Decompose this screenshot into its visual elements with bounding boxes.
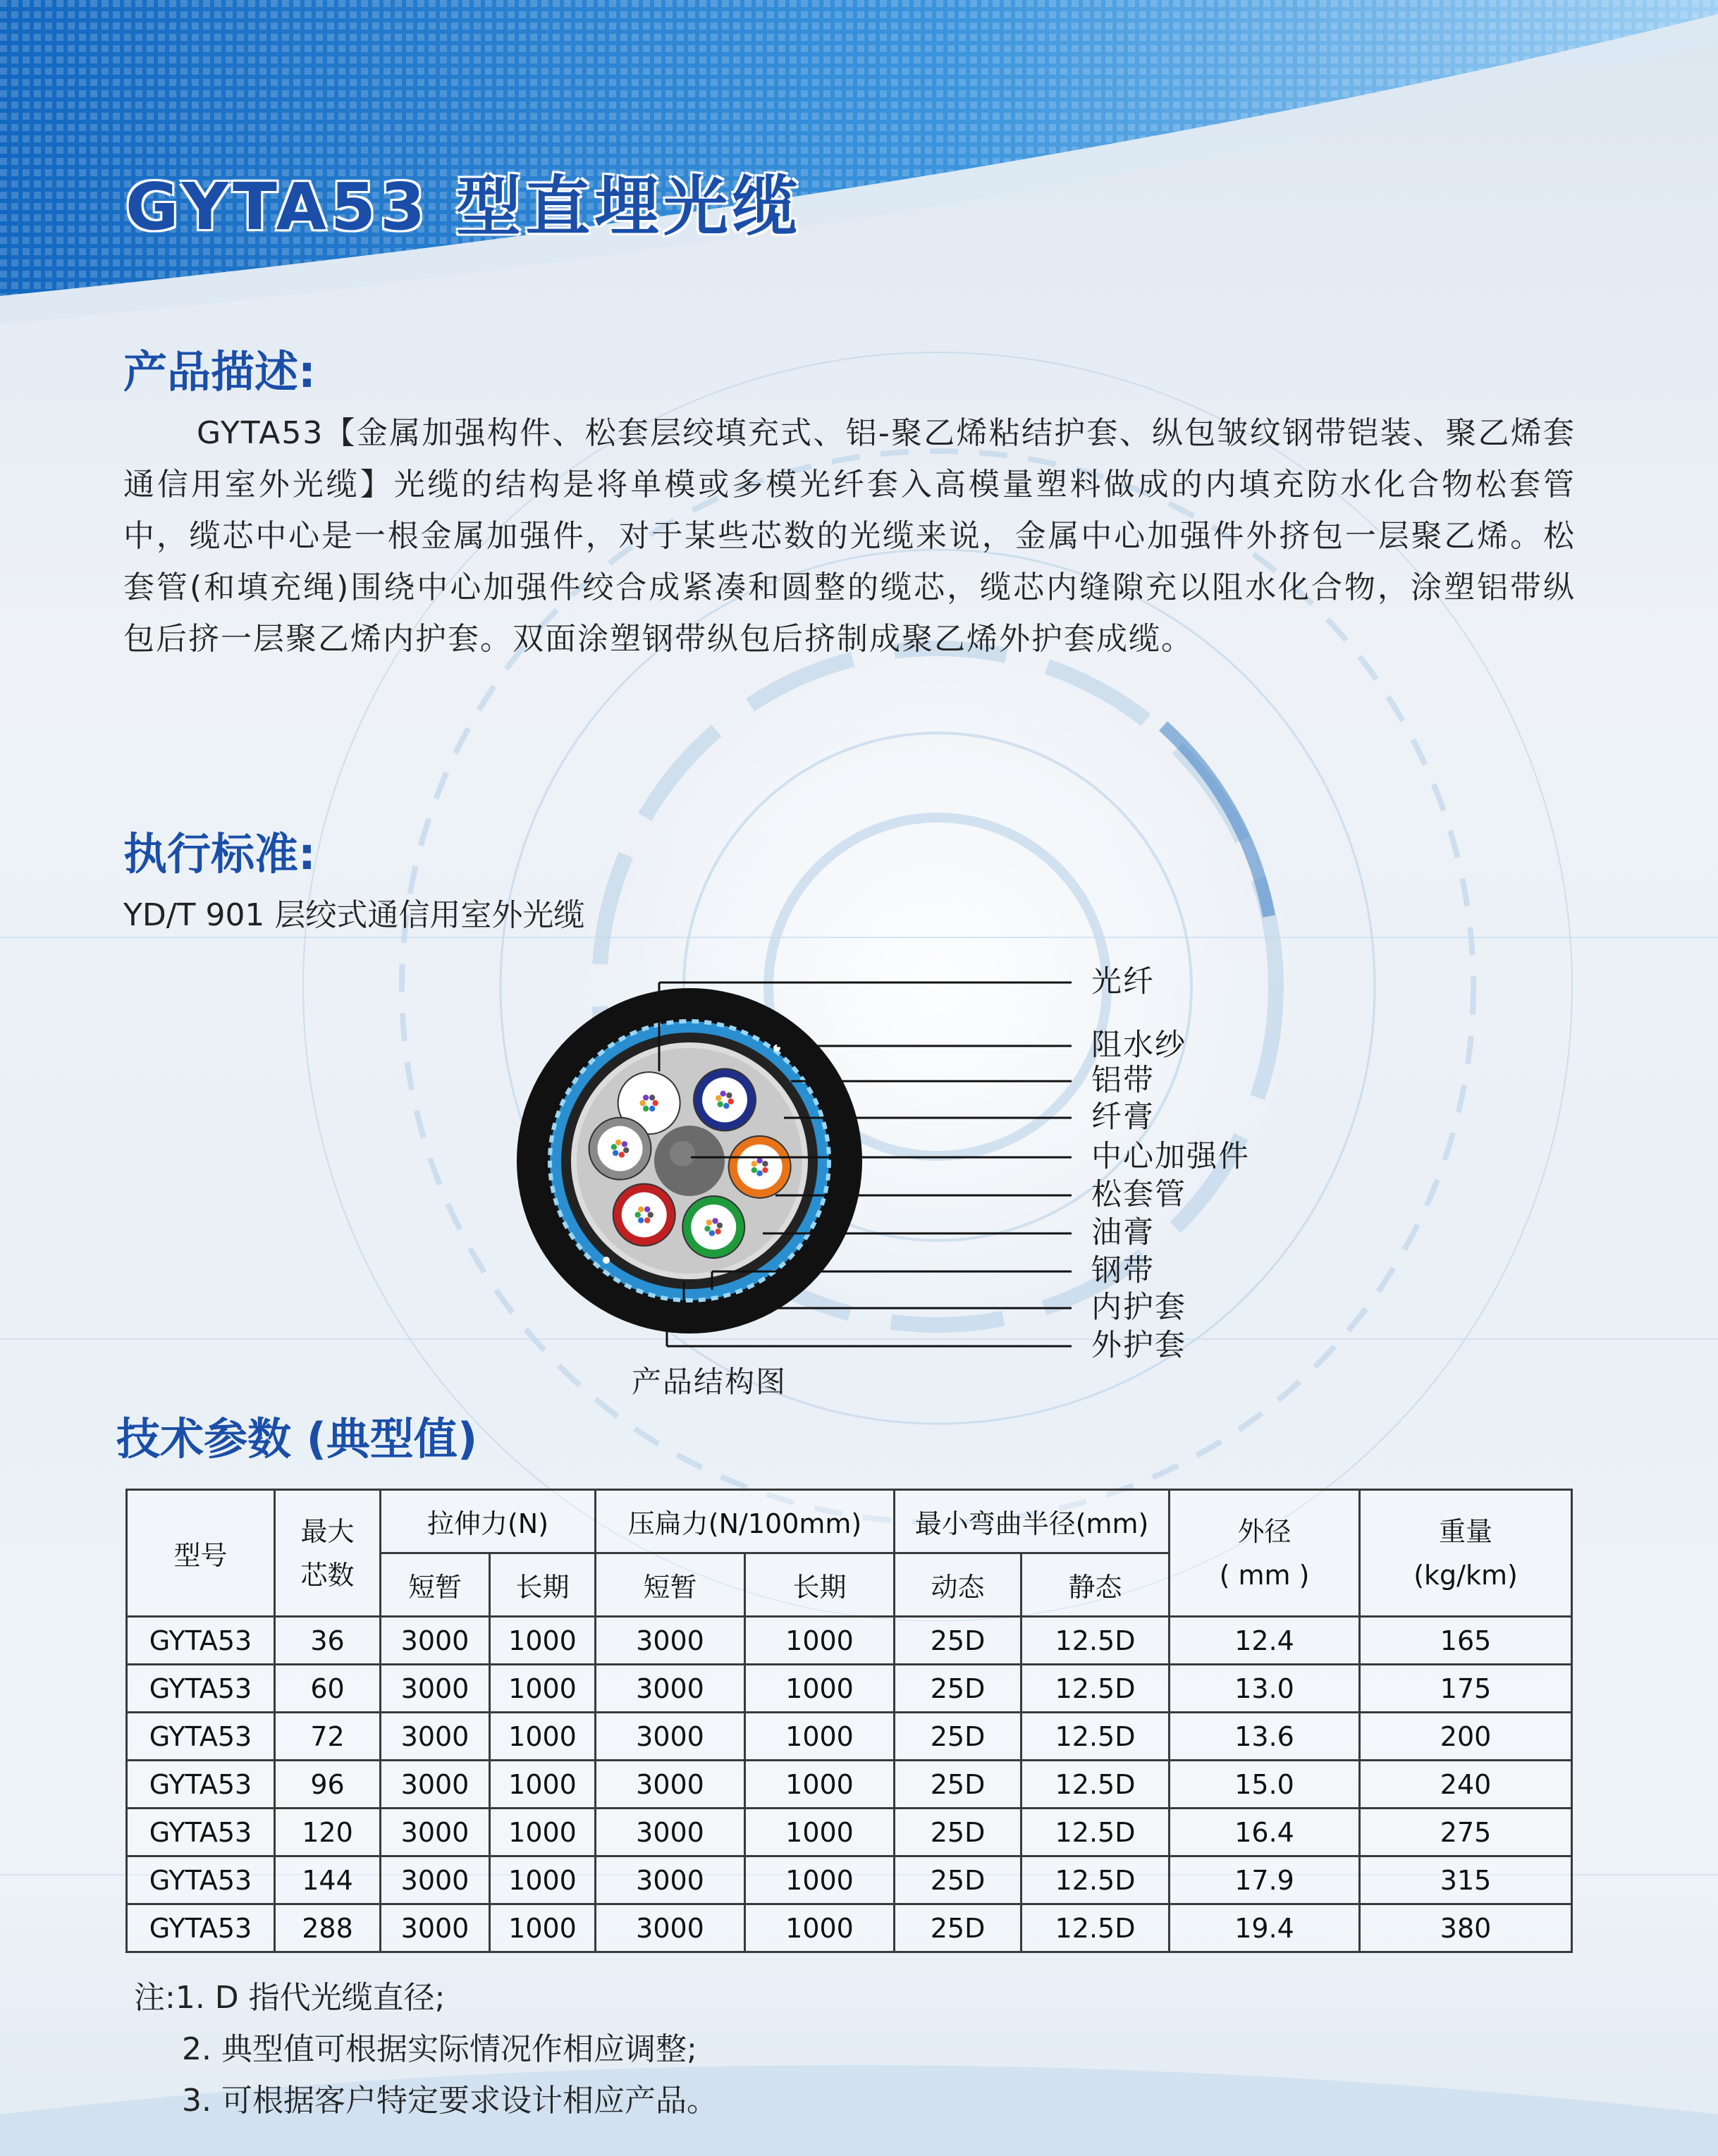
label-fiber: 光纤 <box>1091 964 1155 999</box>
table-cell: 1000 <box>490 1856 596 1904</box>
note-2: 2. 典型值可根据实际情况作相应调整; <box>182 2031 697 2067</box>
table-cell: 3000 <box>596 1617 745 1665</box>
label-filling-compound: 油膏 <box>1091 1215 1155 1250</box>
optical-fiber <box>615 1140 621 1145</box>
optical-fiber <box>648 1212 654 1217</box>
table-cell: 25D <box>895 1713 1021 1761</box>
table-cell: 16.4 <box>1170 1809 1360 1856</box>
table-cell: 12.5D <box>1021 1904 1170 1952</box>
table-cell: GYTA53 <box>127 1809 275 1856</box>
optical-fiber <box>623 1147 629 1153</box>
table-cell: 275 <box>1360 1809 1572 1856</box>
header-tensile-long: 长期 <box>490 1553 596 1617</box>
header-bend-radius: 最小弯曲半径(mm) <box>895 1490 1170 1553</box>
table-cell: 25D <box>895 1856 1021 1904</box>
table-row <box>127 1904 1572 1952</box>
table-row <box>127 1665 1572 1713</box>
optical-fiber <box>762 1161 768 1166</box>
table-cell: 1000 <box>490 1617 596 1665</box>
header-weight: 重量 (kg/km) <box>1360 1490 1572 1617</box>
label-fiber-gel: 纤膏 <box>1091 1099 1155 1135</box>
table-cell: 25D <box>895 1904 1021 1952</box>
optical-fiber <box>622 1141 627 1147</box>
optical-fiber <box>644 1217 650 1223</box>
table-row <box>127 1617 1572 1665</box>
table-cell: 1000 <box>490 1904 596 1952</box>
table-cell: 288 <box>275 1904 381 1952</box>
header-tensile-short: 短暂 <box>381 1553 490 1617</box>
table-cell: 36 <box>275 1617 381 1665</box>
table-cell: 240 <box>1360 1761 1572 1809</box>
optical-fiber <box>751 1167 757 1173</box>
table-cell: 15.0 <box>1170 1761 1360 1809</box>
optical-fiber <box>649 1095 655 1100</box>
label-outer-sheath: 外护套 <box>1091 1328 1186 1363</box>
description-heading: 产品描述: <box>123 346 316 398</box>
table-cell: 19.4 <box>1170 1904 1360 1952</box>
table-cell: 3000 <box>596 1809 745 1856</box>
header-crush: 压扁力(N/100mm) <box>596 1490 895 1553</box>
table-cell: GYTA53 <box>127 1856 275 1904</box>
header-model: 型号 <box>127 1490 275 1617</box>
optical-fiber <box>643 1095 649 1100</box>
optical-fiber <box>638 1217 644 1223</box>
table-cell: 315 <box>1360 1856 1572 1904</box>
table-cell: 17.9 <box>1170 1856 1360 1904</box>
table-cell: 3000 <box>596 1665 745 1713</box>
table-cell: 3000 <box>381 1665 490 1713</box>
table-cell: GYTA53 <box>127 1713 275 1761</box>
table-cell: 25D <box>895 1665 1021 1713</box>
optical-fiber <box>723 1103 729 1109</box>
spec-table <box>125 1489 1573 1953</box>
table-cell: 12.5D <box>1021 1761 1170 1809</box>
table-cell: 3000 <box>596 1856 745 1904</box>
tube-gel <box>702 1077 747 1122</box>
table-cell: 3000 <box>381 1904 490 1952</box>
label-steel-tape: 钢带 <box>1091 1253 1155 1288</box>
page-title: GYTA53 型直埋光缆 <box>125 169 802 245</box>
table-cell: 1000 <box>745 1617 895 1665</box>
optical-fiber <box>613 1150 618 1156</box>
table-cell: 380 <box>1360 1904 1572 1952</box>
cable-structure-diagram <box>508 959 1297 1410</box>
header-crush-short: 短暂 <box>596 1553 745 1617</box>
optical-fiber <box>762 1167 768 1173</box>
standard-text: YD/T 901 层绞式通信用室外光缆 <box>123 897 585 933</box>
optical-fiber <box>619 1152 625 1157</box>
table-row <box>127 1856 1572 1904</box>
optical-fiber <box>644 1207 650 1212</box>
optical-fiber <box>756 1158 762 1164</box>
table-row <box>127 1809 1572 1856</box>
label-loose-tube: 松套管 <box>1091 1177 1186 1212</box>
optical-fiber <box>716 1095 721 1101</box>
table-cell: 3000 <box>381 1713 490 1761</box>
header-bend-static: 静态 <box>1021 1553 1170 1617</box>
table-cell: 1000 <box>745 1809 895 1856</box>
optical-fiber <box>611 1144 617 1150</box>
table-cell: 165 <box>1360 1617 1572 1665</box>
table-cell: 1000 <box>490 1761 596 1809</box>
optical-fiber <box>652 1100 658 1106</box>
table-cell: 25D <box>895 1617 1021 1665</box>
table-cell: 12.5D <box>1021 1809 1170 1856</box>
table-cell: 3000 <box>381 1856 490 1904</box>
table-cell: 3000 <box>381 1809 490 1856</box>
optical-fiber <box>635 1212 641 1217</box>
optical-fiber <box>649 1106 655 1111</box>
label-central-strength-member: 中心加强件 <box>1091 1139 1250 1174</box>
tube-gel <box>598 1126 643 1171</box>
optical-fiber <box>639 1100 645 1106</box>
table-cell: 120 <box>275 1809 381 1856</box>
tube-gel <box>627 1080 672 1126</box>
table-cell: 12.4 <box>1170 1617 1360 1665</box>
water-blocking-yarn <box>603 1257 610 1264</box>
table-cell: 1000 <box>490 1665 596 1713</box>
table-cell: 1000 <box>745 1713 895 1761</box>
note-3: 3. 可根据客户特定要求设计相应产品。 <box>182 2083 718 2119</box>
optical-fiber <box>715 1228 720 1234</box>
table-cell: 1000 <box>490 1713 596 1761</box>
table-cell: GYTA53 <box>127 1761 275 1809</box>
optical-fiber <box>717 1102 723 1107</box>
table-cell: 3000 <box>596 1904 745 1952</box>
tube-gel <box>691 1205 736 1250</box>
label-water-blocking-yarn: 阻水纱 <box>1091 1028 1186 1063</box>
table-cell: 60 <box>275 1665 381 1713</box>
diagram-caption: 产品结构图 <box>632 1365 787 1399</box>
header-max-cores: 最大 芯数 <box>275 1490 381 1617</box>
table-cell: 25D <box>895 1809 1021 1856</box>
optical-fiber <box>709 1230 715 1236</box>
table-cell: 3000 <box>381 1761 490 1809</box>
label-inner-sheath: 内护套 <box>1091 1290 1186 1325</box>
note-1: 注:1. D 指代光缆直径; <box>134 1980 446 2016</box>
table-cell: GYTA53 <box>127 1665 275 1713</box>
notes <box>134 1972 718 2126</box>
table-cell: 3000 <box>596 1761 745 1809</box>
optical-fiber <box>704 1226 710 1231</box>
optical-fiber <box>638 1207 644 1212</box>
table-cell: 175 <box>1360 1665 1572 1713</box>
header-crush-long: 长期 <box>745 1553 895 1617</box>
tube-gel <box>737 1145 783 1190</box>
table-row <box>127 1713 1572 1761</box>
table-cell: 200 <box>1360 1713 1572 1761</box>
optical-fiber <box>643 1106 649 1111</box>
table-cell: 3000 <box>381 1617 490 1665</box>
table-cell: 1000 <box>745 1856 895 1904</box>
table-row <box>127 1761 1572 1809</box>
table-cell: 1000 <box>745 1761 895 1809</box>
optical-fiber <box>712 1218 718 1224</box>
specs-heading: 技术参数 (典型值) <box>116 1413 478 1465</box>
label-aluminum-tape: 铝带 <box>1091 1063 1155 1098</box>
header-bend-dynamic: 动态 <box>895 1553 1021 1617</box>
table-cell: 12.5D <box>1021 1617 1170 1665</box>
table-cell: 12.5D <box>1021 1665 1170 1713</box>
optical-fiber <box>717 1222 723 1228</box>
description-text: GYTA53【金属加强构件、松套层绞填充式、铝-聚乙烯粘结护套、纵包皱纹钢带铠装、聚乙烯套通信用室外光缆】光缆的结构是将单模或多模光纤套入高模量塑料做成的内填充防水化合物松套管中，缆芯中心是一根金属加强件，对于某些芯数的光缆来说，金属中心加强件外挤包一层聚乙烯。松套管(和填充绳)围绕中心加强件绞合成紧凑和圆整的缆芯，缆芯内缝隙充以阻水化合物，涂塑铝带纵包后挤一层聚乙烯内护套。双面涂塑钢带纵包后挤制成聚乙烯外护套成缆。 <box>123 415 1576 657</box>
table-cell: 12.5D <box>1021 1856 1170 1904</box>
table-cell: 25D <box>895 1761 1021 1809</box>
table-cell: 96 <box>275 1761 381 1809</box>
optical-fiber <box>728 1099 733 1104</box>
tube-gel <box>622 1193 667 1238</box>
table-cell: 144 <box>275 1856 381 1904</box>
table-cell: 13.6 <box>1170 1713 1360 1761</box>
header-tensile: 拉伸力(N) <box>381 1490 596 1553</box>
optical-fiber <box>726 1092 732 1098</box>
optical-fiber <box>720 1091 725 1097</box>
table-cell: 1000 <box>745 1665 895 1713</box>
table-cell: 13.0 <box>1170 1665 1360 1713</box>
header-diameter: 外径 ( mm ) <box>1170 1490 1360 1617</box>
table-cell: GYTA53 <box>127 1617 275 1665</box>
spec-table-body <box>127 1617 1572 1952</box>
optical-fiber <box>706 1219 712 1225</box>
table-cell: GYTA53 <box>127 1904 275 1952</box>
optical-fiber <box>751 1161 757 1166</box>
table-cell: 1000 <box>745 1904 895 1952</box>
standard-heading: 执行标准: <box>123 828 316 880</box>
table-cell: 1000 <box>490 1809 596 1856</box>
table-cell: 12.5D <box>1021 1713 1170 1761</box>
optical-fiber <box>756 1171 762 1176</box>
table-cell: 3000 <box>596 1713 745 1761</box>
table-cell: 72 <box>275 1713 381 1761</box>
